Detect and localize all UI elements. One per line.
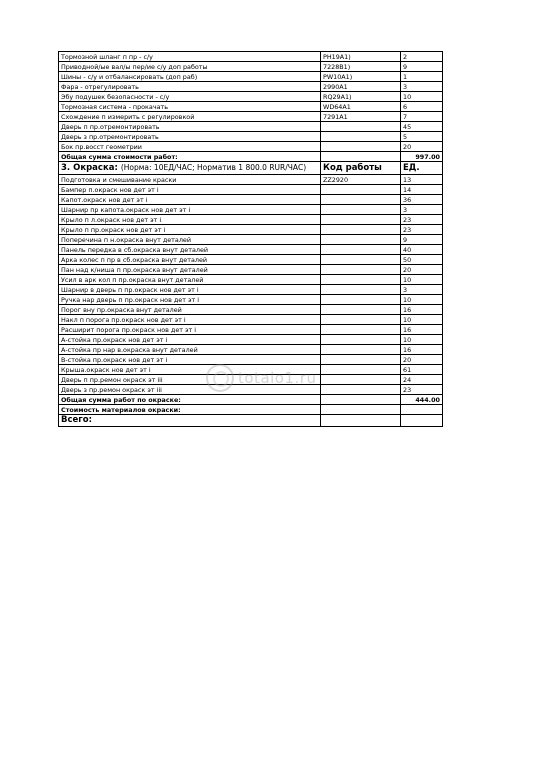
table-row: [59, 255, 443, 265]
row-qty: 50: [401, 255, 443, 265]
row-code: [321, 205, 401, 215]
materials-row: [59, 405, 443, 415]
row-name: Пан над к/ниша п пр.окраска внут деталей: [59, 265, 321, 275]
total-work-row: [59, 152, 443, 162]
row-code: PH19A1): [321, 52, 401, 62]
row-code: [321, 375, 401, 385]
section-paint-title: 3. Окраска:: [61, 163, 118, 173]
table-row: [59, 225, 443, 235]
table-row: [59, 175, 443, 185]
row-qty: 23: [401, 385, 443, 395]
logo-circle-icon: [206, 364, 234, 392]
code-column-header: Код работы: [321, 162, 401, 175]
row-qty: 7: [401, 112, 443, 122]
row-name: Шарнир в дверь п пр.окраск нов дет эт i: [59, 285, 321, 295]
row-code: [321, 245, 401, 255]
row-qty: 10: [401, 335, 443, 345]
row-code: [321, 285, 401, 295]
table-row: [59, 112, 443, 122]
row-qty: 16: [401, 305, 443, 315]
row-qty: 5: [401, 132, 443, 142]
row-name: Панель передка в сб.окраска внут деталей: [59, 245, 321, 255]
total-work-label: Общая сумма стоимости работ:: [59, 152, 321, 162]
row-qty: 24: [401, 375, 443, 385]
row-code: [321, 385, 401, 395]
row-name: Шины - с/у и отбалансировать (доп раб): [59, 72, 321, 82]
table-row: [59, 315, 443, 325]
table-row: [59, 275, 443, 285]
table-row: [59, 122, 443, 132]
table-row: [59, 132, 443, 142]
total-paint-row: [59, 395, 443, 405]
row-qty: 9: [401, 235, 443, 245]
row-code: [321, 225, 401, 235]
unit-column-header: ЕД.: [401, 162, 443, 175]
row-code: [321, 335, 401, 345]
row-code: [321, 355, 401, 365]
row-name: Арка колес п пр в сб.окраска внут деталей: [59, 255, 321, 265]
row-code: [321, 315, 401, 325]
row-name: Фара - отрегулировать: [59, 82, 321, 92]
row-qty: 20: [401, 265, 443, 275]
row-code: [321, 305, 401, 315]
row-name: Бампер п.окраск нов дет эт i: [59, 185, 321, 195]
row-code: [321, 185, 401, 195]
row-code: [321, 235, 401, 245]
row-qty: 36: [401, 195, 443, 205]
row-name: Тормозной шланг п пр - с/у: [59, 52, 321, 62]
row-qty: 61: [401, 365, 443, 375]
table-row: [59, 102, 443, 112]
row-name: Крыша.окраск нов дет эт i: [59, 365, 321, 375]
row-name: Накл п порога пр.окраск нов дет эт i: [59, 315, 321, 325]
row-code: 7291A1: [321, 112, 401, 122]
table-row: [59, 195, 443, 205]
watermark-text: totalo1.ru: [238, 369, 317, 387]
row-code: ZZ2920: [321, 175, 401, 185]
row-qty: 13: [401, 175, 443, 185]
row-code: PW10A1): [321, 72, 401, 82]
section-paint-header: [59, 162, 443, 175]
watermark: [206, 364, 316, 392]
row-code: [321, 265, 401, 275]
row-name: Схождение п измерить с регулировкой: [59, 112, 321, 122]
row-qty: 3: [401, 285, 443, 295]
table-row: [59, 325, 443, 335]
table-row: [59, 355, 443, 365]
row-qty: 14: [401, 185, 443, 195]
row-qty: 16: [401, 325, 443, 335]
row-qty: 10: [401, 275, 443, 285]
table-row: [59, 62, 443, 72]
row-name: Бок пр.восст геометрии: [59, 142, 321, 152]
row-qty: 1: [401, 72, 443, 82]
row-code: [321, 215, 401, 225]
table-row: [59, 185, 443, 195]
row-qty: 40: [401, 245, 443, 255]
table-row: [59, 305, 443, 315]
row-name: Расширит порога пр.окраск нов дет эт i: [59, 325, 321, 335]
row-name: Крыло п л.окраск нов дет эт i: [59, 215, 321, 225]
row-name: Дверь з пр.ремон окраск эт iii: [59, 385, 321, 395]
row-qty: 10: [401, 92, 443, 102]
row-qty: 9: [401, 62, 443, 72]
row-name: Капот.окраск нов дет эт i: [59, 195, 321, 205]
materials-label: Стоимость материалов окраски:: [59, 405, 321, 415]
table-row: [59, 142, 443, 152]
work-rows: [59, 52, 443, 152]
table-row: [59, 285, 443, 295]
row-qty: 23: [401, 225, 443, 235]
row-code: [321, 275, 401, 285]
table-row: [59, 335, 443, 345]
table-row: [59, 82, 443, 92]
total-paint-label: Общая сумма работ по окраске:: [59, 395, 321, 405]
table-row: [59, 345, 443, 355]
row-code: [321, 295, 401, 305]
row-code: [321, 122, 401, 132]
table-row: [59, 52, 443, 62]
row-name: Ручка нар дверь п пр.окраск нов дет эт i: [59, 295, 321, 305]
row-code: 2990A1: [321, 82, 401, 92]
row-qty: 3: [401, 82, 443, 92]
table-row: [59, 245, 443, 255]
row-name: Порог вну пр.окраска внут деталей: [59, 305, 321, 315]
row-name: Усил в арк кол п пр.окраска внут деталей: [59, 275, 321, 285]
row-name: Шарнир пр капота.окраск нов дет эт i: [59, 205, 321, 215]
row-code: [321, 345, 401, 355]
row-name: Тормозная система - прокачать: [59, 102, 321, 112]
row-name: В-стойка пр.окраск нов дет эт i: [59, 355, 321, 365]
row-qty: 45: [401, 122, 443, 132]
row-name: А-стойка пр нар в.окраска внут деталей: [59, 345, 321, 355]
row-qty: 23: [401, 215, 443, 225]
row-code: [321, 195, 401, 205]
table-row: [59, 205, 443, 215]
row-name: Подготовка и смешивание краски: [59, 175, 321, 185]
row-qty: 2: [401, 52, 443, 62]
table-row: [59, 295, 443, 305]
row-code: [321, 325, 401, 335]
table-row: [59, 215, 443, 225]
table-row: [59, 265, 443, 275]
row-code: WD64A1: [321, 102, 401, 112]
grand-total-label: Всего:: [59, 415, 321, 427]
row-qty: 3: [401, 205, 443, 215]
row-name: Поперечина п н.окраска внут деталей: [59, 235, 321, 245]
row-code: RQ29A1): [321, 92, 401, 102]
row-code: [321, 255, 401, 265]
paint-rows: [59, 175, 443, 395]
row-name: Дверь з пр.отремонтировать: [59, 132, 321, 142]
row-qty: 20: [401, 142, 443, 152]
table-row: [59, 235, 443, 245]
table-row: [59, 72, 443, 82]
row-name: Крыло п пр.окраск нов дет эт i: [59, 225, 321, 235]
row-name: Эбу подушек безопасности - с/у: [59, 92, 321, 102]
row-code: [321, 142, 401, 152]
row-name: Приводной/ые вал/ы пер/ие с/у доп работы: [59, 62, 321, 72]
materials-value: [401, 405, 443, 415]
row-code: [321, 132, 401, 142]
row-qty: 10: [401, 315, 443, 325]
row-qty: 6: [401, 102, 443, 112]
table-row: [59, 92, 443, 102]
total-work-value: 997.00: [401, 152, 443, 162]
row-name: А-стойка пр.окраск нов дет эт i: [59, 335, 321, 345]
row-qty: 20: [401, 355, 443, 365]
row-qty: 10: [401, 295, 443, 305]
total-paint-value: 444.00: [401, 395, 443, 405]
section-paint-norm: (Норма: 10ЕД/ЧАС; Норматив 1 800.0 RUR/ЧАС): [120, 163, 307, 172]
row-name: Дверь п пр.ремон окраск эт iii: [59, 375, 321, 385]
grand-total-value: [401, 415, 443, 427]
row-qty: 16: [401, 345, 443, 355]
row-name: Дверь п пр.отремонтировать: [59, 122, 321, 132]
grand-total-row: [59, 415, 443, 427]
row-code: [321, 365, 401, 375]
row-code: 7228B1): [321, 62, 401, 72]
